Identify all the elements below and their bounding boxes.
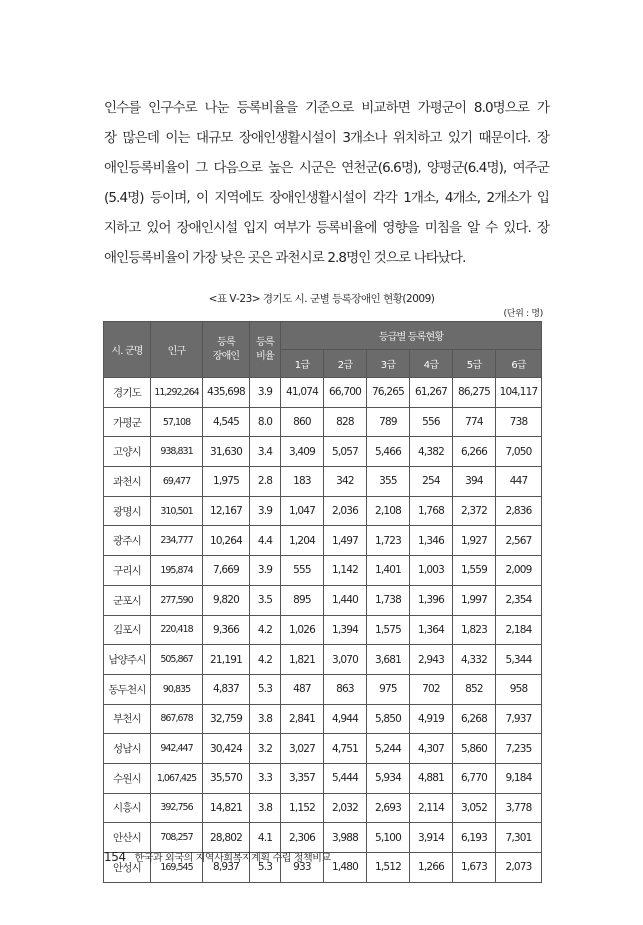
value-cell: 942,447 [151, 734, 203, 764]
value-cell: 3,988 [324, 823, 367, 853]
region-cell: 과천시 [104, 467, 151, 497]
value-cell: 342 [324, 467, 367, 497]
disabled-registration-table [103, 321, 542, 883]
value-cell: 895 [281, 585, 324, 615]
value-cell: 3,778 [496, 793, 542, 823]
table-row [104, 496, 542, 526]
value-cell: 447 [496, 467, 542, 497]
value-cell: 8,937 [203, 853, 250, 883]
value-cell: 1,497 [324, 526, 367, 556]
value-cell: 555 [281, 556, 324, 586]
value-cell: 57,108 [151, 407, 203, 437]
table-caption: <표 Ⅴ-23> 경기도 시. 군별 등록장애인 현황(2009) [208, 293, 435, 305]
value-cell: 5,850 [367, 704, 410, 734]
region-cell: 남양주시 [104, 645, 151, 675]
body-paragraph [104, 93, 549, 273]
value-cell: 1,723 [367, 526, 410, 556]
value-cell: 8.0 [250, 407, 281, 437]
value-cell: 7,301 [496, 823, 542, 853]
paragraph-line: 애인등록비율이 가장 낮은 곳은 과천시로 2.8명인 것으로 나타났다. [104, 250, 466, 266]
running-title: 한국과 외국의 지역사회복지계획 수립 정책비교 [134, 853, 331, 864]
value-cell: 958 [496, 674, 542, 704]
value-cell: 6,266 [453, 437, 496, 467]
region-cell: 경기도 [104, 378, 151, 408]
value-cell: 3,409 [281, 437, 324, 467]
region-cell: 안산시 [104, 823, 151, 853]
value-cell: 4,944 [324, 704, 367, 734]
header-grade-group: 등급별 등록현황 [281, 322, 542, 350]
value-cell: 10,264 [203, 526, 250, 556]
value-cell: 2,306 [281, 823, 324, 853]
header-region: 시. 군명 [104, 322, 151, 378]
header-grade: 2급 [324, 350, 367, 378]
value-cell: 4,307 [410, 734, 453, 764]
header-grade: 4급 [410, 350, 453, 378]
value-cell: 3,070 [324, 645, 367, 675]
value-cell: 1,396 [410, 585, 453, 615]
value-cell: 5.3 [250, 674, 281, 704]
value-cell: 32,759 [203, 704, 250, 734]
value-cell: 31,630 [203, 437, 250, 467]
value-cell: 3.9 [250, 378, 281, 408]
table-row [104, 556, 542, 586]
header-ratio-line2: 비율 [256, 350, 274, 362]
value-cell: 5,244 [367, 734, 410, 764]
page-number: 154 [104, 850, 126, 864]
value-cell: 1,003 [410, 556, 453, 586]
value-cell: 505,867 [151, 645, 203, 675]
region-cell: 구리시 [104, 556, 151, 586]
value-cell: 3.4 [250, 437, 281, 467]
region-cell: 김포시 [104, 615, 151, 645]
table-row [104, 615, 542, 645]
value-cell: 2.8 [250, 467, 281, 497]
table-row [104, 585, 542, 615]
value-cell: 2,693 [367, 793, 410, 823]
value-cell: 2,943 [410, 645, 453, 675]
value-cell: 2,184 [496, 615, 542, 645]
value-cell: 1,394 [324, 615, 367, 645]
value-cell: 4,881 [410, 763, 453, 793]
value-cell: 2,567 [496, 526, 542, 556]
value-cell: 2,841 [281, 704, 324, 734]
value-cell: 2,836 [496, 496, 542, 526]
paragraph-line: 장 많은데 이는 대규모 장애인생활시설이 3개소나 위치하고 있기 때문이다. 장 [104, 130, 549, 146]
value-cell: 1,346 [410, 526, 453, 556]
value-cell: 9,366 [203, 615, 250, 645]
header-ratio-line1: 등록 [256, 336, 274, 348]
value-cell: 435,698 [203, 378, 250, 408]
value-cell: 789 [367, 407, 410, 437]
value-cell: 7,235 [496, 734, 542, 764]
value-cell: 2,036 [324, 496, 367, 526]
paragraph-line: 인수를 인구수로 나눈 등록비율을 기준으로 비교하면 가평군이 8.0명으로 가 [104, 100, 549, 116]
header-registered-line2: 장애인 [212, 350, 240, 362]
value-cell: 3.2 [250, 734, 281, 764]
value-cell: 4.4 [250, 526, 281, 556]
value-cell: 14,821 [203, 793, 250, 823]
value-cell: 4,382 [410, 437, 453, 467]
value-cell: 3,914 [410, 823, 453, 853]
value-cell: 7,937 [496, 704, 542, 734]
value-cell: 104,117 [496, 378, 542, 408]
region-cell: 가평군 [104, 407, 151, 437]
value-cell: 556 [410, 407, 453, 437]
header-grade: 1급 [281, 350, 324, 378]
value-cell: 2,108 [367, 496, 410, 526]
value-cell: 1,821 [281, 645, 324, 675]
region-cell: 동두천시 [104, 674, 151, 704]
value-cell: 4.2 [250, 615, 281, 645]
region-cell: 부천시 [104, 704, 151, 734]
value-cell: 86,275 [453, 378, 496, 408]
value-cell: 277,590 [151, 585, 203, 615]
value-cell: 28,802 [203, 823, 250, 853]
value-cell: 66,700 [324, 378, 367, 408]
value-cell: 1,997 [453, 585, 496, 615]
value-cell: 41,074 [281, 378, 324, 408]
value-cell: 828 [324, 407, 367, 437]
region-cell: 안성시 [104, 853, 151, 883]
value-cell: 5,444 [324, 763, 367, 793]
value-cell: 860 [281, 407, 324, 437]
value-cell: 1,067,425 [151, 763, 203, 793]
value-cell: 938,831 [151, 437, 203, 467]
table-row [104, 467, 542, 497]
value-cell: 1,401 [367, 556, 410, 586]
table-row [104, 437, 542, 467]
value-cell: 5,860 [453, 734, 496, 764]
value-cell: 4,332 [453, 645, 496, 675]
table-row [104, 407, 542, 437]
value-cell: 738 [496, 407, 542, 437]
value-cell: 254 [410, 467, 453, 497]
value-cell: 183 [281, 467, 324, 497]
value-cell: 3,052 [453, 793, 496, 823]
value-cell: 702 [410, 674, 453, 704]
header-grade: 5급 [453, 350, 496, 378]
value-cell: 4,545 [203, 407, 250, 437]
value-cell: 1,480 [324, 853, 367, 883]
table-row [104, 704, 542, 734]
value-cell: 9,820 [203, 585, 250, 615]
paragraph-line: 지하고 있어 장애인시설 입지 여부가 등록비율에 영향을 미침을 알 수 있다. 장 [104, 220, 549, 236]
value-cell: 933 [281, 853, 324, 883]
value-cell: 355 [367, 467, 410, 497]
value-cell: 5,934 [367, 763, 410, 793]
value-cell: 2,032 [324, 793, 367, 823]
value-cell: 1,559 [453, 556, 496, 586]
value-cell: 1,673 [453, 853, 496, 883]
value-cell: 5.3 [250, 853, 281, 883]
value-cell: 21,191 [203, 645, 250, 675]
value-cell: 975 [367, 674, 410, 704]
value-cell: 7,669 [203, 556, 250, 586]
header-grade: 6급 [496, 350, 542, 378]
value-cell: 1,142 [324, 556, 367, 586]
value-cell: 2,372 [453, 496, 496, 526]
value-cell: 852 [453, 674, 496, 704]
value-cell: 3.9 [250, 496, 281, 526]
value-cell: 30,424 [203, 734, 250, 764]
table-row [104, 645, 542, 675]
value-cell: 1,738 [367, 585, 410, 615]
value-cell: 234,777 [151, 526, 203, 556]
value-cell: 6,268 [453, 704, 496, 734]
value-cell: 2,354 [496, 585, 542, 615]
value-cell: 69,477 [151, 467, 203, 497]
page-footer [104, 849, 331, 864]
value-cell: 2,009 [496, 556, 542, 586]
value-cell: 310,501 [151, 496, 203, 526]
value-cell: 5,466 [367, 437, 410, 467]
value-cell: 195,874 [151, 556, 203, 586]
value-cell: 1,204 [281, 526, 324, 556]
value-cell: 867,678 [151, 704, 203, 734]
header-ratio [250, 322, 281, 378]
value-cell: 3,357 [281, 763, 324, 793]
region-cell: 군포시 [104, 585, 151, 615]
region-cell: 광명시 [104, 496, 151, 526]
value-cell: 4.1 [250, 823, 281, 853]
table-row [104, 734, 542, 764]
value-cell: 169,545 [151, 853, 203, 883]
value-cell: 7,050 [496, 437, 542, 467]
region-cell: 시흥시 [104, 793, 151, 823]
value-cell: 863 [324, 674, 367, 704]
value-cell: 1,152 [281, 793, 324, 823]
value-cell: 1,440 [324, 585, 367, 615]
value-cell: 4,751 [324, 734, 367, 764]
value-cell: 12,167 [203, 496, 250, 526]
value-cell: 1,026 [281, 615, 324, 645]
value-cell: 1,575 [367, 615, 410, 645]
value-cell: 5,057 [324, 437, 367, 467]
value-cell: 61,267 [410, 378, 453, 408]
value-cell: 6,770 [453, 763, 496, 793]
value-cell: 76,265 [367, 378, 410, 408]
region-cell: 수원시 [104, 763, 151, 793]
value-cell: 3.9 [250, 556, 281, 586]
table-row [104, 763, 542, 793]
value-cell: 4,919 [410, 704, 453, 734]
value-cell: 1,975 [203, 467, 250, 497]
value-cell: 2,114 [410, 793, 453, 823]
value-cell: 1,512 [367, 853, 410, 883]
value-cell: 90,835 [151, 674, 203, 704]
value-cell: 487 [281, 674, 324, 704]
value-cell: 774 [453, 407, 496, 437]
value-cell: 1,927 [453, 526, 496, 556]
header-grade: 3급 [367, 350, 410, 378]
value-cell: 1,823 [453, 615, 496, 645]
value-cell: 3.3 [250, 763, 281, 793]
value-cell: 11,292,264 [151, 378, 203, 408]
value-cell: 1,047 [281, 496, 324, 526]
value-cell: 5,344 [496, 645, 542, 675]
value-cell: 3,681 [367, 645, 410, 675]
header-population: 인구 [151, 322, 203, 378]
value-cell: 1,266 [410, 853, 453, 883]
header-registered [203, 322, 250, 378]
value-cell: 6,193 [453, 823, 496, 853]
region-cell: 광주시 [104, 526, 151, 556]
value-cell: 2,073 [496, 853, 542, 883]
paragraph-line: 애인등록비율이 그 다음으로 높은 시군은 연천군(6.6명), 양평군(6.4명), 여주군 [104, 160, 549, 176]
region-cell: 고양시 [104, 437, 151, 467]
value-cell: 4,837 [203, 674, 250, 704]
value-cell: 4.2 [250, 645, 281, 675]
value-cell: 3.8 [250, 704, 281, 734]
table-row [104, 674, 542, 704]
table-row [104, 378, 542, 408]
value-cell: 394 [453, 467, 496, 497]
value-cell: 1,364 [410, 615, 453, 645]
value-cell: 35,570 [203, 763, 250, 793]
value-cell: 3.5 [250, 585, 281, 615]
value-cell: 392,756 [151, 793, 203, 823]
header-registered-line1: 등록 [217, 336, 235, 348]
table-row [104, 793, 542, 823]
paragraph-line: (5.4명) 등이며, 이 지역에도 장애인생활시설이 각각 1개소, 4개소, 2개소가 입 [104, 190, 549, 206]
value-cell: 9,184 [496, 763, 542, 793]
value-cell: 3,027 [281, 734, 324, 764]
table-unit: (단위 : 명) [503, 309, 543, 319]
value-cell: 1,768 [410, 496, 453, 526]
region-cell: 성남시 [104, 734, 151, 764]
value-cell: 5,100 [367, 823, 410, 853]
value-cell: 708,257 [151, 823, 203, 853]
table-row [104, 526, 542, 556]
value-cell: 3.8 [250, 793, 281, 823]
value-cell: 220,418 [151, 615, 203, 645]
